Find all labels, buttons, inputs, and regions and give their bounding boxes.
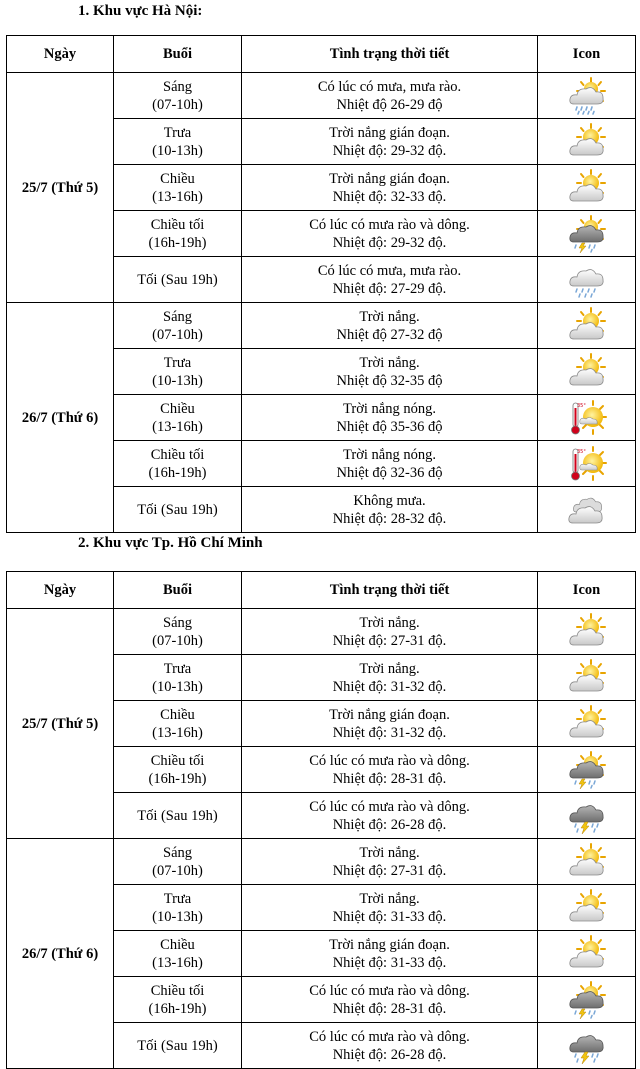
temperature-text: Nhiệt độ: 27-31 độ. (332, 862, 447, 879)
temperature-text: Nhiệt độ 32-35 độ (336, 372, 443, 389)
period-time: (16h-19h) (148, 464, 207, 481)
period-time: (13-16h) (152, 418, 203, 435)
condition-text: Trời nắng. (359, 308, 420, 325)
period-name: Sáng (163, 78, 192, 95)
condition-text: Có lúc có mưa, mưa rào. (317, 262, 462, 279)
weather-table-hanoi (6, 35, 636, 533)
sun-cloud-icon (567, 612, 607, 652)
period-time: (13-16h) (152, 724, 203, 741)
period-time: (13-16h) (152, 954, 203, 971)
period-name: Trưa (163, 354, 192, 371)
period-time: (16h-19h) (148, 234, 207, 251)
hot-sun-thermometer-icon (567, 444, 607, 484)
period-name: Chiều (160, 400, 195, 417)
period-name: Chiều tối (150, 446, 205, 463)
period-name: Tối (Sau 19h) (137, 1037, 218, 1054)
sun-cloud-icon (567, 842, 607, 882)
period-time: (13-16h) (152, 188, 203, 205)
section-title-hcmc: 2. Khu vực Tp. Hồ Chí Minh (78, 535, 263, 551)
period-time: (10-13h) (152, 908, 203, 925)
header-period: Buổi (114, 36, 242, 73)
sun-thunderstorm-icon (567, 750, 607, 790)
temperature-text: Nhiệt độ: 28-32 độ. (332, 510, 447, 527)
day-cell: 26/7 (Thứ 6) (7, 303, 114, 533)
period-name: Chiều (160, 706, 195, 723)
period-name: Tối (Sau 19h) (137, 271, 218, 288)
temperature-text: Nhiệt độ: 26-28 độ. (332, 816, 447, 833)
temperature-text: Nhiệt độ: 27-31 độ. (332, 632, 447, 649)
temperature-text: Nhiệt độ: 31-33 độ. (332, 908, 447, 925)
sun-cloud-icon (567, 888, 607, 928)
condition-text: Có lúc có mưa rào và dông. (309, 798, 470, 815)
section-title-hanoi: 1. Khu vực Hà Nội: (78, 3, 203, 19)
temperature-text: Nhiệt độ 26-29 độ (336, 96, 443, 113)
condition-text: Trời nắng gián đoạn. (329, 706, 450, 723)
period-name: Tối (Sau 19h) (137, 501, 218, 518)
condition-text: Trời nắng. (359, 614, 420, 631)
condition-text: Có lúc có mưa rào và dông. (309, 982, 470, 999)
temperature-text: Nhiệt độ 35-36 độ (336, 418, 443, 435)
condition-text: Trời nắng gián đoạn. (329, 170, 450, 187)
period-name: Trưa (163, 890, 192, 907)
period-time: (10-13h) (152, 678, 203, 695)
table-row (7, 839, 636, 885)
period-time: (10-13h) (152, 142, 203, 159)
period-name: Sáng (163, 308, 192, 325)
condition-text: Trời nắng gián đoạn. (329, 124, 450, 141)
temperature-text: Nhiệt độ: 27-29 độ. (332, 280, 447, 297)
cloudy-icon (567, 490, 607, 530)
condition-text: Trời nắng. (359, 890, 420, 907)
weather-table-hcmc (6, 571, 636, 1069)
period-name: Chiều (160, 170, 195, 187)
period-time: (10-13h) (152, 372, 203, 389)
period-name: Sáng (163, 844, 192, 861)
temperature-text: Nhiệt độ 27-32 độ (336, 326, 443, 343)
sun-cloud-icon (567, 934, 607, 974)
temperature-text: Nhiệt độ: 29-32 độ. (332, 142, 447, 159)
header-period: Buổi (114, 572, 242, 609)
temperature-text: Nhiệt độ: 28-31 độ. (332, 1000, 447, 1017)
sun-cloud-icon (567, 168, 607, 208)
condition-text: Có lúc có mưa rào và dông. (309, 216, 470, 233)
table-header-row (7, 572, 636, 609)
condition-text: Trời nắng gián đoạn. (329, 936, 450, 953)
period-time: (16h-19h) (148, 1000, 207, 1017)
temperature-text: Nhiệt độ: 31-32 độ. (332, 678, 447, 695)
temperature-text: Nhiệt độ: 29-32 độ. (332, 234, 447, 251)
condition-text: Trời nắng. (359, 660, 420, 677)
sun-cloud-icon (567, 306, 607, 346)
table-header-row (7, 36, 636, 73)
temperature-text: Nhiệt độ: 28-31 độ. (332, 770, 447, 787)
header-icon: Icon (538, 572, 636, 609)
period-name: Sáng (163, 614, 192, 631)
temperature-text: Nhiệt độ: 31-32 độ. (332, 724, 447, 741)
condition-text: Trời nắng. (359, 844, 420, 861)
sun-cloud-icon (567, 658, 607, 698)
condition-text: Trời nắng nóng. (343, 400, 436, 417)
sun-thunderstorm-icon (567, 214, 607, 254)
period-time: (07-10h) (152, 862, 203, 879)
thunderstorm-icon (567, 796, 607, 836)
condition-text: Có lúc có mưa rào và dông. (309, 752, 470, 769)
day-cell: 26/7 (Thứ 6) (7, 839, 114, 1069)
hot-sun-thermometer-icon (567, 398, 607, 438)
condition-text: Trời nắng. (359, 354, 420, 371)
temperature-text: Nhiệt độ: 26-28 độ. (332, 1046, 447, 1063)
cloud-rain-icon (567, 260, 607, 300)
period-name: Chiều tối (150, 216, 205, 233)
period-name: Trưa (163, 660, 192, 677)
sun-thunderstorm-icon (567, 980, 607, 1020)
period-name: Chiều (160, 936, 195, 953)
day-cell: 25/7 (Thứ 5) (7, 73, 114, 303)
header-icon: Icon (538, 36, 636, 73)
condition-text: Có lúc có mưa, mưa rào. (317, 78, 462, 95)
period-name: Tối (Sau 19h) (137, 807, 218, 824)
period-time: (07-10h) (152, 96, 203, 113)
period-time: (16h-19h) (148, 770, 207, 787)
sun-cloud-icon (567, 352, 607, 392)
temperature-text: Nhiệt độ: 32-33 độ. (332, 188, 447, 205)
day-cell: 25/7 (Thứ 5) (7, 609, 114, 839)
table-row (7, 609, 636, 655)
condition-text: Có lúc có mưa rào và dông. (309, 1028, 470, 1045)
header-day: Ngày (7, 572, 114, 609)
table-row (7, 303, 636, 349)
header-condition: Tình trạng thời tiết (242, 572, 538, 609)
temperature-text: Nhiệt độ 32-36 độ (336, 464, 443, 481)
thunderstorm-icon (567, 1026, 607, 1066)
period-name: Chiều tối (150, 982, 205, 999)
condition-text: Không mưa. (353, 492, 426, 509)
header-condition: Tình trạng thời tiết (242, 36, 538, 73)
table-row (7, 73, 636, 119)
sun-cloud-icon (567, 704, 607, 744)
period-name: Trưa (163, 124, 192, 141)
header-day: Ngày (7, 36, 114, 73)
sun-cloud-icon (567, 122, 607, 162)
period-time: (07-10h) (152, 326, 203, 343)
period-name: Chiều tối (150, 752, 205, 769)
period-time: (07-10h) (152, 632, 203, 649)
condition-text: Trời nắng nóng. (343, 446, 436, 463)
temperature-text: Nhiệt độ: 31-33 độ. (332, 954, 447, 971)
sun-cloud-rain-icon (567, 76, 607, 116)
